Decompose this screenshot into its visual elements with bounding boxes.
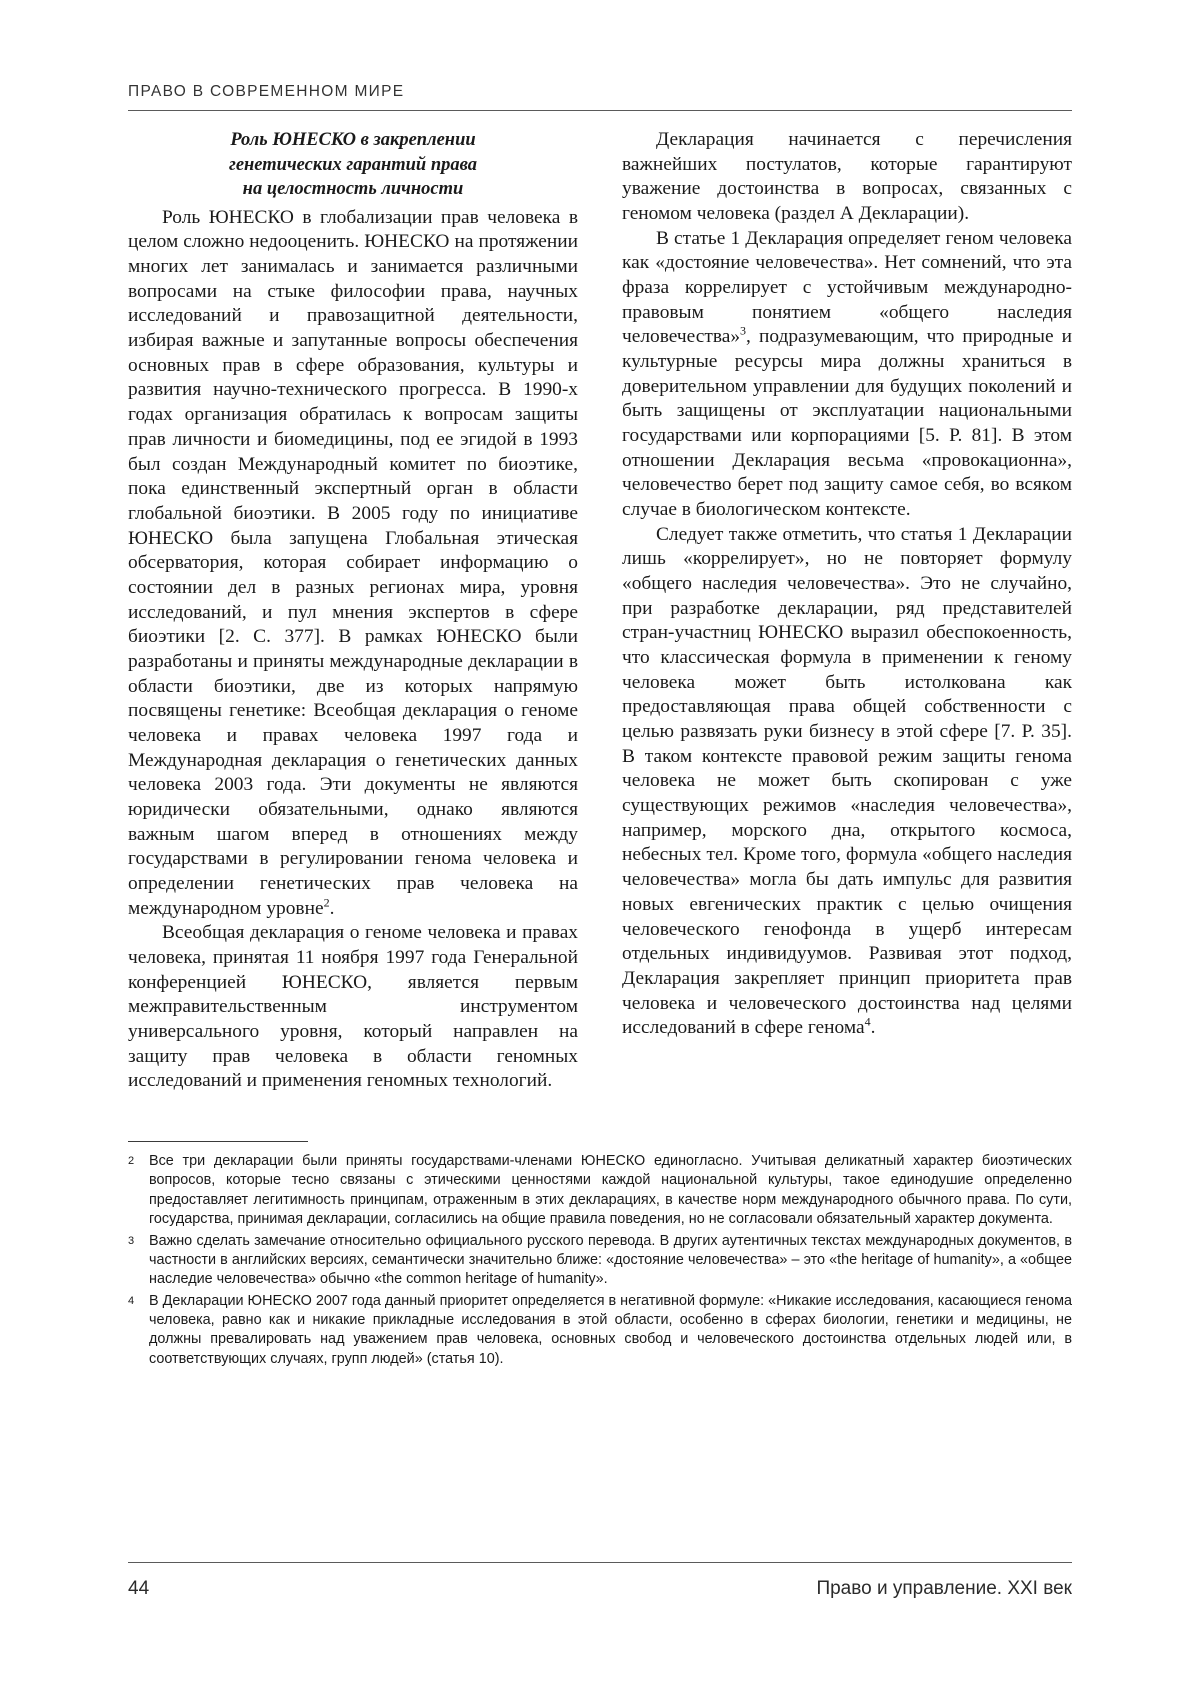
paragraph (128, 206, 578, 921)
footnote-text: В Декларации ЮНЕСКО 2007 года данный приоритет определяется в негативной формуле: «Никакие исследования, касающиеся генома человека, равно как и никакие прикладные исследования в этой области, особенно в сферах биологии, генетики и медицины, не должны превалировать над уважением прав человека, основных свобод и человеческого достоинства отдельных людей или, в соответствующих случаях, групп людей» (статья 10). (149, 1292, 1073, 1367)
footnote-marker-3[interactable]: 3 (740, 323, 747, 338)
article-title (128, 128, 578, 202)
article-title-line-2: генетических гарантий права (228, 154, 477, 175)
footnote-marker-4[interactable]: 4 (864, 1014, 871, 1029)
paragraph-text: Роль ЮНЕСКО в глобализации прав человека в целом сложно недооценить. ЮНЕСКО на протяжении многих лет занималась и занимается различными вопросами на стыке философии права, научных исследований и правозащитной деятельности, избирая важные и запутанные вопросы обеспечения основных прав в сфере образования, культуры и развития научно-технического прогресса. В 1990-х годах организация обратилась к вопросам защиты прав личности и биомедицины, под ее эгидой в 1993 был создан Международный комитет по биоэтике, пока единственный экспертный орган в области глобальной биоэтики. В 2005 году по инициативе ЮНЕСКО была запущена Глобальная этическая обсерватория, которая собирает информацию о состоянии дел в разных регионах мира, уровня исследований, и пул мнения экспертов в сфере биоэтики [2. С. 377]. В рамках ЮНЕСКО были разработаны и приняты международные декларации в области биоэтики, две из которых напрямую посвящены генетике: Всеобщая декларация о геноме человека и правах человека 1997 года и Международная декларация о генетических данных человека 2003 года. Эти документы не являются юридически обязательными, однако являются важным шагом вперед в отношениях между государствами в регулировании генома человека и определении генетических прав человека на международном уровне (128, 206, 578, 919)
paragraph-tail: . (329, 897, 335, 919)
running-head: ПРАВО В СОВРЕМЕННОМ МИРЕ (128, 83, 405, 100)
page-number: 44 (128, 1578, 150, 1599)
article-title-line-3: на целостность личности (242, 179, 464, 200)
footnote-text: Все три декларации были приняты государствами-членами ЮНЕСКО единогласно. Учитывая деликатный характер биоэтических вопросов, которые тесно связаны с этическими ценностями каждой национальной культуры, такое единодушие определенно предоставляет легитимность принципам, отраженным в этих декларациях, в качестве норм международного обычного права. По сути, государства, принимая декларации, согласились на общие правила поведения, но не согласовали обязательный характер документа. (149, 1153, 1072, 1228)
paragraph (622, 523, 1072, 1041)
footnote-text: Важно сделать замечание относительно официального русского перевода. В других аутентичных текстах международных документов, в частности в английских версиях, семантически значительно ближе: «достояние человечества» – это «the heritage of humanity», а «общее наследие человечества» обычно «the common heritage of humanity». (149, 1232, 1072, 1288)
footnotes-section (128, 1152, 1072, 1371)
footnote-item (128, 1232, 1072, 1290)
page-footer (128, 1578, 1072, 1600)
paragraph-text: В статье 1 Декларация определяет геном человека как «достояние человечества». Нет сомнений, что эта фраза коррелирует с устойчивым международно-правовым понятием «общего наследия человечества» (622, 227, 1072, 348)
right-column (622, 128, 1072, 1094)
footer-divider (128, 1562, 1072, 1563)
article-title-line-1: Роль ЮНЕСКО в закреплении (230, 130, 476, 150)
paragraph: Всеобщая декларация о геноме человека и правах человека, принятая 11 ноября 1997 года Генеральной конференцией ЮНЕСКО, является первым межправительственным инструментом универсального уровня, который направлен на защиту прав человека в области геномных исследований и применения геномных технологий. (128, 922, 578, 1092)
paragraph-text: Следует также отметить, что статья 1 Декларации лишь «коррелирует», но не повторяет формулу «общего наследия человечества». Это не случайно, при разработке декларации, ряд представителей стран-участниц ЮНЕСКО выразил обеспокоенность, что классическая формула в применении к геному человека может быть истолкована как предоставляющая права общей собственности с целью развязать руки бизнесу в этой сфере [7. Р. 35]. В таком контексте правовой режим защиты генома человека не может быть скопирован с уже существующих режимов «наследия человечества», например, морского дна, открытого космоса, небесных тел. Кроме того, формула «общего наследия человечества» могла бы дать импульс для развития новых евгенических практик с целью очищения человеческого генофонда в ущерб интересам отдельных индивидуумов. Развивая этот подход, Декларация закрепляет принцип приоритета прав человека и человеческого достоинства над целями исследований в сфере генома (622, 523, 1072, 1039)
two-column-body (128, 128, 1072, 1094)
footnote-number: 2 (128, 1155, 135, 1167)
footnote-divider (128, 1141, 308, 1142)
left-column (128, 128, 578, 1094)
paragraph-tail: . (870, 1017, 876, 1039)
footnote-number: 3 (128, 1234, 135, 1247)
journal-title: Право и управление. XXI век (816, 1578, 1072, 1599)
paragraph-text-cont: , подразумевающим, что природные и культурные ресурсы мира должны храниться в доверительном управлении для будущих поколений и быть защищены от эксплуатации национальными государствами или корпорациями [5. Р. 81]. В этом отношении Декларация весьма «провокационна», человечество берет под защиту самое себя, во всяком случае в биологическом контексте. (622, 326, 1072, 521)
paragraph: Декларация начинается с перечисления важнейших постулатов, которые гарантируют уважение достоинства в вопросах, связанных с геномом человека (раздел А Декларации). (622, 129, 1072, 225)
footnote-marker-2[interactable]: 2 (323, 895, 330, 910)
paragraph (622, 227, 1072, 523)
footnote-number: 4 (128, 1294, 135, 1307)
footnote-item (128, 1152, 1072, 1230)
document-page (128, 0, 1072, 1697)
footnote-item (128, 1292, 1072, 1370)
header-divider (128, 110, 1072, 111)
